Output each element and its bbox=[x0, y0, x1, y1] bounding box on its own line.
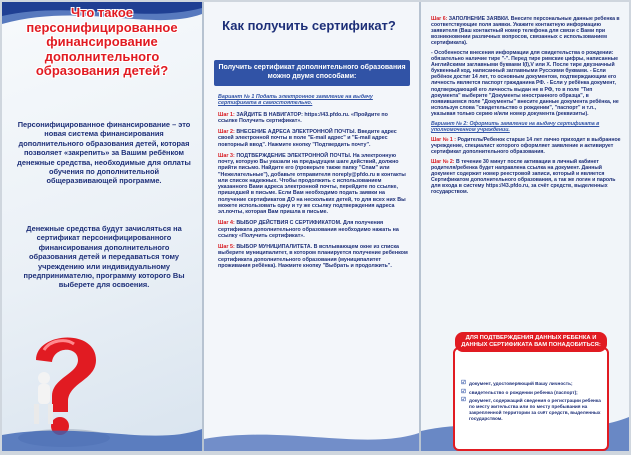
steps-list bbox=[218, 94, 408, 274]
brochure bbox=[2, 2, 629, 451]
step-label: Шаг 4: bbox=[218, 220, 235, 227]
list-item bbox=[461, 381, 603, 387]
definition-paragraph: Персонифицированное финансирование – это новая система финансирования дополнительного образования детей, которая позволяет «закрепить» за Вашим ребёнком денежные средства, необходимые для оплаты обучения по дополнительной общеразвивающей программе. bbox=[17, 120, 191, 186]
step-label: Шаг 2: bbox=[218, 129, 235, 135]
variant-2-step-1 bbox=[431, 137, 621, 155]
step-text: ЗАПОЛНЕНИЕ ЗАЯВКИ. Внесите персональные данные ребенка в соответствующие поля заявки. Укажите контактную информацию заявителя (Ваш контактный номер телефона для связи с Вами при возникновении различных вопросов, связанных с использованием сертификата). bbox=[431, 16, 620, 47]
how-to-get-title: Как получить сертификат? bbox=[222, 18, 396, 33]
step-text: ВЫБОР МУНИЦИПАЛИТЕТА. В всплывающем окне из списка выберите муниципалитет, в котором планируется получение ребенком сертификата дополнительного образования (муниципалитет проживания ребёнка). Нажмите кнопку "Выбрать и продолжить". bbox=[218, 244, 408, 269]
step-label: Шаг 1: bbox=[218, 111, 235, 118]
right-panel bbox=[421, 2, 629, 451]
checkbox-icon: ☑ bbox=[461, 397, 466, 404]
list-item-text: документ, содержащий сведения о регистрации ребенка по месту жительства или по месту пребывания на закрепленной территории за счёт средств, выделенных государством. bbox=[469, 398, 601, 421]
documents-list bbox=[461, 381, 603, 424]
step-text: ЗАЙДИТЕ В НАВИГАТОР: https://43.pfdo.ru. «Пройдите по ссылке Получить сертификат». bbox=[218, 111, 388, 124]
step-3 bbox=[218, 153, 408, 216]
step-6 bbox=[431, 16, 621, 46]
steps-continued bbox=[431, 16, 621, 199]
documents-box-title: ДЛЯ ПОДТВЕРЖДЕНИЯ ДАННЫХ РЕБЕНКА И ДАННЫХ СЕРТИФИКАТА ВАМ ПОНАДОБИТЬСЯ: bbox=[455, 332, 607, 352]
step-text: ВЫБОР ДЕЙСТВИЯ С СЕРТИФИКАТОМ. Для получения сертификата дополнительного образования необходимо нажать на ссылку «Получить сертификат». bbox=[218, 220, 399, 239]
input-notes: - Особенности внесения информации для свидетельства о рождении: обязательно наличие тире "-". Перед тире римские цифры, написанные Английскими заглавными буквами I(I),V или X. После тире двузначный буквенный код, написанный заглавными Русскими буквами. - Если ребёнок достиг 14 лет, то основным документом, подтверждающим его личность является паспорт гражданина РФ. - Если у ребёнка документ, подтверждающий его личность выдан не в РФ, то в поле "Тип документа" выберите "Документы иностранного образца", в появившемся поле "Документы" внесите данные документа ребёнка, не используя слова "свидетельство о рождении", "паспорт" и т.п., указывая только серию и/или номер документа (реквизиты). bbox=[431, 50, 619, 117]
step-1 bbox=[218, 112, 408, 125]
middle-panel bbox=[204, 2, 419, 451]
step-label: Шаг 6: bbox=[431, 16, 448, 22]
step-text: Родитель/Ребенок старше 14 лет лично приходит в выбранное учреждение, специалист которого оформляет заявление и активирует сертификат дополнительного образования. bbox=[431, 136, 621, 155]
step-text: В течение 30 минут после активации в личный кабинет родителя/ребенка будет направлена ссылка на документ. Данный документ содержит номер реестровой записи, который и является Сертификатом дополнительного образования, а так же логин и пароль для входа в систему https://43.pfdo.ru, за счёт средств, выделенных государством. bbox=[431, 158, 616, 196]
step-text: ПОДТВЕРЖДЕНИЕ ЭЛЕКТРОННОЙ ПОЧТЫ. На электронную почту, которую Вы указали на предыдущем шаге действий, должно прийти письмо. Найдите его (проверьте также папку "Спам" или "Нежелательные"), добавьте отправителя noreply@pfdo.ru в контакты или список надежных. Чтобы продолжить с использованием указанного Вами адреса электронной почты, перейдите по ссылке, пришедшей в письме. Если Вам необходимо подать заявки на получение сертификатов ДО на нескольких детей, то для всех них Вы можете использовать одну и ту же ссылку подтверждения адреса эл.почты, которая Вам пришла в письме. bbox=[218, 152, 406, 215]
list-item-text: документ, удостоверяющий Вашу личность; bbox=[469, 381, 573, 386]
step-4 bbox=[218, 220, 408, 239]
wave-decoration bbox=[204, 423, 419, 451]
list-item-text: свидетельство о рождении ребенка (паспорт); bbox=[469, 389, 578, 395]
step-label: Шаг № 2: bbox=[431, 158, 455, 165]
left-title: Что такое персонифицированное финансирование дополнительного образования детей? bbox=[26, 5, 178, 79]
step-label: Шаг № 1 : bbox=[431, 136, 456, 143]
required-documents-box bbox=[453, 335, 609, 451]
list-item bbox=[461, 390, 603, 396]
step-label: Шаг 5: bbox=[218, 244, 235, 250]
step-text: ВНЕСЕНИЕ АДРЕСА ЭЛЕКТРОННОЙ ПОЧТЫ. Введите адрес своей электронной почты в поле "E-mail адрес" и "E-mail адрес повторный ввод". Нажмите кнопку "Подтвердить почту". bbox=[218, 129, 397, 148]
variant-2-step-2 bbox=[431, 159, 621, 195]
checkbox-icon: ☑ bbox=[461, 380, 466, 386]
funds-paragraph: Денежные средства будут зачисляться на сертификат персонифицированного финансирования дополнительного образования детей и передаваться тому учреждению или индивидуальному предпринимателю, программу которого Вы выберете для освоения. bbox=[23, 224, 185, 290]
list-item bbox=[461, 398, 603, 421]
checkbox-icon: ☑ bbox=[461, 388, 466, 395]
variant-1-heading: Вариант № 1 Подать электронное заявление на выдачу сертификата в самостоятельно. bbox=[218, 94, 373, 107]
step-label: Шаг 3: bbox=[218, 152, 235, 159]
step-5 bbox=[218, 244, 408, 269]
left-panel bbox=[2, 2, 202, 451]
variant-2-heading: Вариант № 2: Оформить заявление на выдачу сертификата в уполномоченном учреждении. bbox=[431, 120, 600, 133]
wave-decoration bbox=[2, 421, 202, 451]
step-2 bbox=[218, 129, 408, 148]
two-ways-banner: Получить сертификат дополнительного образования можно двумя способами: bbox=[214, 60, 410, 86]
